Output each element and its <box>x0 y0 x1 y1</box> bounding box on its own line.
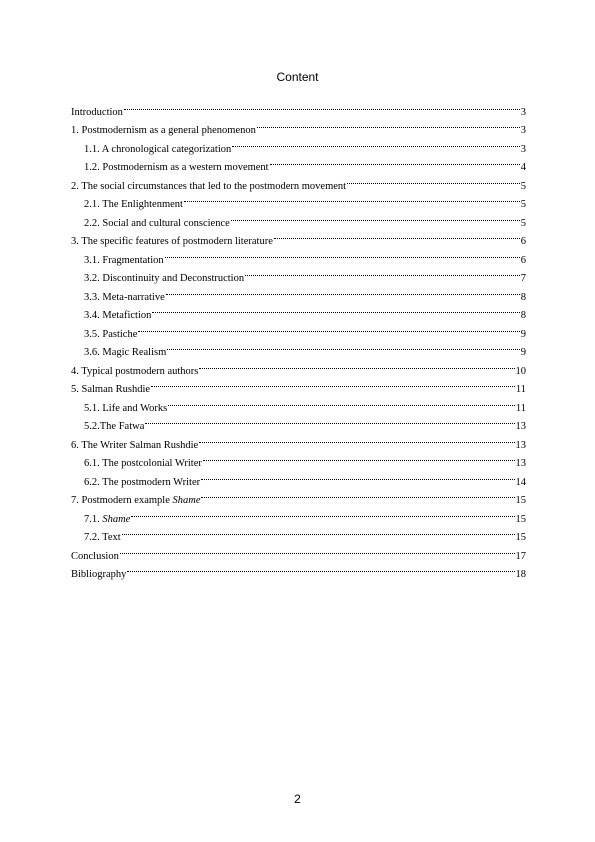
toc-entry-label-text: 5.2.The Fatwa <box>84 421 145 432</box>
toc-entry-label <box>71 566 126 585</box>
toc-entry-label <box>84 252 164 271</box>
toc-entry-label-text: 3.2. Discontinuity and Deconstruction <box>84 273 245 284</box>
dot-leader <box>124 96 520 115</box>
toc-entry-label-text: Conclusion <box>71 550 119 562</box>
toc-entry-label-text: 1.1. A chronological categorization <box>84 143 232 155</box>
toc-entry-label <box>84 141 231 160</box>
dot-leader <box>270 152 520 171</box>
toc-entry-label <box>71 437 198 456</box>
toc-entry-page: 5 <box>520 180 526 192</box>
toc-entry[interactable] <box>71 318 526 340</box>
dot-leader <box>120 540 515 559</box>
toc-entry-label-italic: Shame <box>102 513 131 525</box>
toc-entry-page: 15 <box>515 495 526 506</box>
toc-entry-label-text: Introduction <box>71 106 123 118</box>
toc-entry-label-text: 3.6. Magic Realism <box>84 347 167 358</box>
toc-entry-label-text: 4. Typical postmodern authors <box>71 365 199 377</box>
table-of-contents <box>71 96 526 580</box>
toc-entry-label-text: Bibliography <box>71 569 127 580</box>
toc-entry-label <box>84 326 137 345</box>
toc-entry-page: 13 <box>515 458 526 469</box>
toc-entry-label <box>84 215 230 234</box>
toc-entry[interactable] <box>71 115 526 134</box>
dot-leader <box>231 207 520 226</box>
dot-leader <box>199 355 514 374</box>
toc-entry-label-text: 6.1. The postcolonial Writer <box>84 458 202 469</box>
dot-leader <box>165 244 520 263</box>
toc-entry[interactable] <box>71 337 526 356</box>
dot-leader <box>151 374 515 393</box>
toc-entry-label <box>84 474 200 493</box>
toc-entry-page: 3 <box>520 106 526 118</box>
dot-leader <box>201 485 514 504</box>
toc-entry-page: 3 <box>520 125 526 136</box>
toc-entry-label-text: 7.1. <box>84 513 103 525</box>
toc-entry-page: 5 <box>520 199 526 210</box>
toc-entry-label <box>71 122 256 141</box>
dot-leader <box>245 263 520 282</box>
toc-entry-label-text: 7.2. Text <box>84 532 121 543</box>
toc-entry-label-text: 5.1. Life and Works <box>84 402 168 414</box>
toc-entry-label-text: 3.4. Metafiction <box>84 310 152 321</box>
toc-entry-page: 17 <box>515 550 526 562</box>
dot-leader <box>122 522 515 541</box>
dot-leader <box>347 170 520 189</box>
dot-leader <box>167 337 520 356</box>
dot-leader <box>131 503 514 522</box>
toc-entry-label-italic: Shame <box>172 495 201 506</box>
toc-entry-label <box>84 455 202 474</box>
toc-entry-label-text: 2. The social circumstances that led to the postmodern movement <box>71 180 347 192</box>
toc-entry-label-text: 1.2. Postmodernism as a western movement <box>84 162 269 173</box>
dot-leader <box>145 411 514 430</box>
toc-entry-label-text: 1. Postmodernism as a general phenomenon <box>71 125 256 136</box>
dot-leader <box>127 559 514 578</box>
dot-leader <box>184 189 520 208</box>
toc-entry-page: 3 <box>520 143 526 155</box>
toc-entry-page: 15 <box>515 513 526 525</box>
toc-entry-page: 13 <box>515 439 526 451</box>
dot-leader <box>152 300 519 319</box>
toc-entry-label <box>71 548 119 567</box>
toc-entry-page: 6 <box>520 254 526 266</box>
toc-entry-page: 9 <box>520 347 526 358</box>
toc-entry-page: 10 <box>515 365 526 377</box>
toc-entry-label-text: 3.1. Fragmentation <box>84 254 164 266</box>
toc-entry-page: 5 <box>520 217 526 229</box>
toc-entry[interactable] <box>71 559 526 578</box>
toc-entry[interactable] <box>71 96 526 118</box>
toc-entry-label <box>84 529 121 548</box>
toc-entry-page: 15 <box>515 532 526 543</box>
toc-entry-label <box>84 418 144 437</box>
dot-leader <box>168 392 515 411</box>
toc-entry-page: 8 <box>520 291 526 303</box>
toc-entry-label <box>84 196 183 215</box>
toc-entry-page: 13 <box>515 421 526 432</box>
toc-entry-label-text: 2.1. The Enlightenment <box>84 199 183 210</box>
toc-entry-label <box>84 344 166 363</box>
toc-entry-label-text: 3. The specific features of postmodern literature <box>71 236 273 247</box>
toc-entry-page: 8 <box>520 310 526 321</box>
dot-leader <box>166 281 520 300</box>
dot-leader <box>199 429 514 448</box>
toc-entry-page: 4 <box>520 162 526 173</box>
toc-entry-page: 18 <box>515 569 526 580</box>
toc-entry-page: 9 <box>520 328 526 340</box>
page-title: Content <box>276 70 319 84</box>
dot-leader <box>203 448 515 467</box>
toc-entry-label <box>71 381 150 400</box>
toc-entry-page: 6 <box>520 236 526 247</box>
page-number: 2 <box>294 792 301 806</box>
toc-entry-label-text: 7. Postmodern example <box>71 495 173 506</box>
toc-entry-page: 11 <box>515 402 526 414</box>
toc-entry-label-text: 6.2. The postmodern Writer <box>84 476 201 488</box>
dot-leader <box>257 115 520 134</box>
toc-entry-page: 11 <box>515 384 526 395</box>
toc-entry[interactable] <box>71 503 526 525</box>
toc-entry-label-text: 3.3. Meta-narrative <box>84 291 165 303</box>
dot-leader <box>201 466 514 485</box>
toc-entry-label <box>84 159 269 178</box>
dot-leader <box>232 133 520 152</box>
dot-leader <box>138 318 519 337</box>
toc-entry[interactable] <box>71 540 526 562</box>
toc-entry-label-text: 2.2. Social and cultural conscience <box>84 217 230 229</box>
toc-entry-label-text: 3.5. Pastiche <box>84 328 138 340</box>
toc-entry-page: 7 <box>520 273 526 284</box>
toc-entry-label-text: 6. The Writer Salman Rushdie <box>71 439 199 451</box>
toc-entry-label <box>71 104 123 123</box>
toc-entry[interactable] <box>71 522 526 541</box>
toc-entry-page: 14 <box>515 476 526 488</box>
dot-leader <box>274 226 520 245</box>
toc-entry-label-text: 5. Salman Rushdie <box>71 384 151 395</box>
